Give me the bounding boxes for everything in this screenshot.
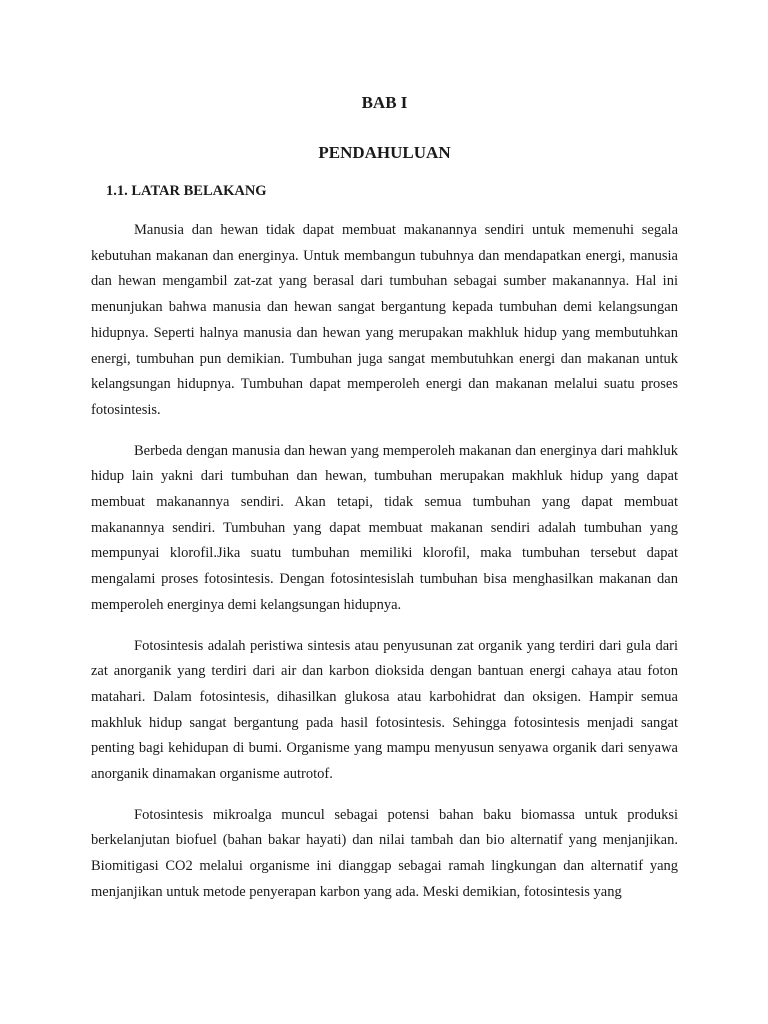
paragraph-4: Fotosintesis mikroalga muncul sebagai potensi bahan baku biomassa untuk produksi berkelanjutan biofuel (bahan bakar hayati) dan nilai tambah dan bio alternatif yang menjanjikan. Biomitigasi CO2 melalui organisme ini dianggap sebagai ramah lingkungan dan alternatif yang menjanjikan untuk metode penyerapan karbon yang ada. Meski demikian, fotosintesis yang (91, 806, 678, 900)
paragraph-2: Berbeda dengan manusia dan hewan yang memperoleh makanan dan energinya dari mahkluk hidup lain yakni dari tumbuhan dan hewan, tumbuhan merupakan makhluk hidup yang dapat membuat makanannya sendiri. Akan tetapi, tidak semua tumbuhan yang dapat membuat makanannya sendiri. Tumbuhan yang dapat membuat makanan sendiri adalah tumbuhan yang mempunyai klorofil.Jika suatu tumbuhan memiliki klorofil, maka tumbuhan tersebut dapat mengalami proses fotosintesis. Dengan fotosintesislah tumbuhan bisa menghasilkan makanan dan memperoleh energinya demi kelangsungan hidupnya. (91, 442, 678, 613)
page-content (91, 92, 678, 921)
chapter-subtitle: PENDAHULUAN (318, 143, 451, 162)
section-heading: 1.1. LATAR BELAKANG (106, 183, 267, 199)
paragraph-1: Manusia dan hewan tidak dapat membuat makanannya sendiri untuk memenuhi segala kebutuhan makanan dan energinya. Untuk membangun tubuhnya dan mendapatkan energi, manusia dan hewan mengambil zat-zat yang berasal dari tumbuhan sebagai sumber makanannya. Hal ini menunjukan bahwa manusia dan hewan sangat bergantung kepada tumbuhan demi kelangsungan hidupnya. Seperti halnya manusia dan hewan yang merupakan makhluk hidup yang membutuhkan energi, tumbuhan pun demikian. Tumbuhan juga sangat membutuhkan energi dan makanan untuk kelangsungan hidupnya. Tumbuhan dapat memperoleh energi dan makanan melalui suatu proses fotosintesis. (91, 222, 678, 418)
chapter-title: BAB I (361, 93, 408, 112)
paragraph-3: Fotosintesis adalah peristiwa sintesis atau penyusunan zat organik yang terdiri dari gula dari zat anorganik yang terdiri dari air dan karbon dioksida dengan bantuan energi cahaya atau foton matahari. Dalam fotosintesis, dihasilkan glukosa atau karbohidrat dan oksigen. Hampir semua makhluk hidup sangat bergantung pada hasil fotosintesis. Sehingga fotosintesis menjadi sangat penting bagi kehidupan di bumi. Organisme yang mampu menyusun senyawa organik dari senyawa anorganik dinamakan organisme autrotof. (91, 637, 678, 783)
